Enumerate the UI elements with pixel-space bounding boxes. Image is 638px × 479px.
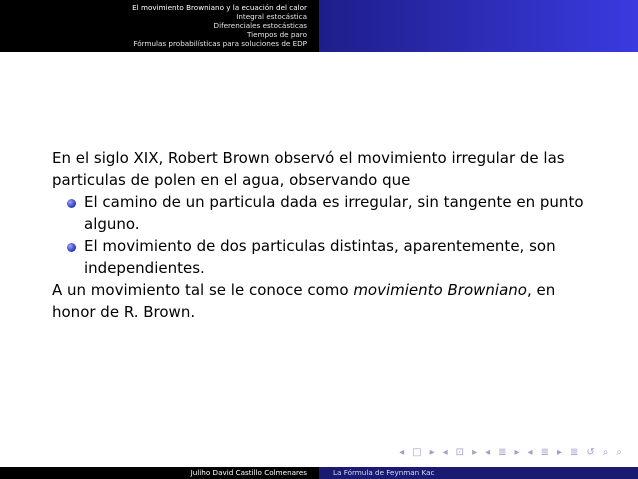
nav-appendix-icon[interactable]: ≣ bbox=[570, 447, 579, 458]
bullet-text: El camino de un particula dada es irregular, sin tangente en punto alguno. bbox=[84, 193, 584, 233]
nav-frame-icon[interactable]: □ bbox=[412, 447, 422, 458]
nav-next-section-icon[interactable]: ▸ bbox=[514, 447, 520, 458]
nav-back-icon[interactable]: ↺ bbox=[586, 447, 595, 458]
nav-section-icon[interactable]: ≣ bbox=[498, 447, 507, 458]
nav-item-integral[interactable]: Integral estocástica bbox=[236, 12, 307, 21]
bullet-icon bbox=[67, 243, 76, 252]
list-item bbox=[84, 191, 602, 235]
header-left-panel bbox=[0, 0, 319, 52]
footer-bar bbox=[0, 467, 638, 479]
bullet-list bbox=[52, 191, 602, 279]
nav-prev-subsection-icon[interactable]: ◂ bbox=[442, 447, 448, 458]
conclusion-text-start: A un movimiento tal se le conoce como bbox=[52, 281, 354, 299]
nav-subsection-icon[interactable]: ⊡ bbox=[455, 447, 465, 458]
nav-search-icon[interactable]: ⌕ bbox=[602, 447, 609, 458]
bullet-icon bbox=[67, 199, 76, 208]
beamer-navigation bbox=[399, 448, 622, 458]
slide-content bbox=[52, 147, 602, 323]
footer-title: La Fórmula de Feynman Kac bbox=[319, 467, 638, 479]
footer-author: Juliho David Castillo Colmenares bbox=[0, 467, 319, 479]
conclusion-text-end: , en honor de R. Brown. bbox=[52, 281, 556, 321]
bullet-text: El movimiento de dos particulas distintas, aparentemente, son independientes. bbox=[84, 237, 556, 277]
nav-item-formulas[interactable]: Fórmulas probabilísticas para soluciones de EDP bbox=[133, 39, 307, 48]
nav-prev-section-icon[interactable]: ◂ bbox=[485, 447, 491, 458]
nav-next-subsection-icon[interactable]: ▸ bbox=[472, 447, 478, 458]
list-item bbox=[84, 235, 602, 279]
nav-doc-icon[interactable]: ≣ bbox=[540, 447, 549, 458]
nav-section-title[interactable]: El movimiento Browniano y la ecuación del calor bbox=[132, 3, 307, 12]
nav-next-doc-icon[interactable]: ▸ bbox=[556, 447, 562, 458]
nav-zoom-icon[interactable]: ⌕ bbox=[616, 447, 622, 458]
header-right-panel bbox=[319, 0, 638, 52]
nav-prev-frame-icon[interactable]: ◂ bbox=[399, 447, 405, 458]
header-bar bbox=[0, 0, 638, 52]
nav-next-frame-icon[interactable]: ▸ bbox=[429, 447, 435, 458]
conclusion-paragraph bbox=[52, 279, 602, 323]
emphasis-term: movimiento Browniano bbox=[353, 281, 527, 299]
nav-item-tiempos[interactable]: Tiempos de paro bbox=[246, 30, 307, 39]
nav-item-diferenciales[interactable]: Diferenciales estocásticas bbox=[213, 21, 307, 30]
intro-paragraph: En el siglo XIX, Robert Brown observó el movimiento irregular de las particulas de polen en el agua, observando que bbox=[52, 149, 565, 189]
nav-prev-doc-icon[interactable]: ◂ bbox=[527, 447, 533, 458]
